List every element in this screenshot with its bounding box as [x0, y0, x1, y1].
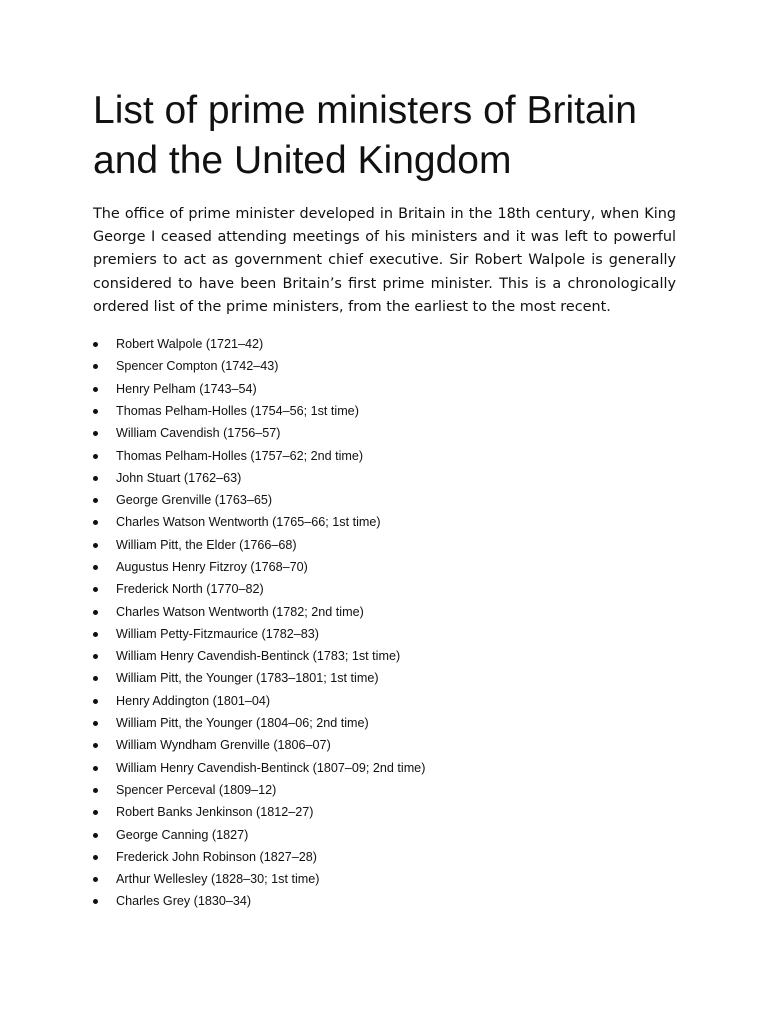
list-item: [93, 690, 676, 712]
list-item-text: Robert Banks Jenkinson (1812–27): [116, 805, 314, 820]
list-item-text: Charles Grey (1830–34): [116, 894, 252, 909]
list-item: [93, 601, 676, 623]
list-item-text: Frederick North (1770–82): [116, 582, 264, 597]
list-item: [93, 333, 676, 355]
list-item-text: William Henry Cavendish-Bentinck (1783; 1st time): [116, 649, 401, 664]
bullet-icon: [93, 721, 98, 726]
list-item: [93, 824, 676, 846]
list-item-text: Frederick John Robinson (1827–28): [116, 849, 317, 864]
list-item: [93, 868, 676, 890]
list-item-text: Arthur Wellesley (1828–30; 1st time): [116, 872, 320, 887]
list-item: [93, 890, 676, 912]
list-item-text: Henry Addington (1801–04): [116, 693, 271, 708]
bullet-icon: [93, 520, 98, 525]
list-item: [93, 422, 676, 444]
prime-ministers-list: [93, 333, 676, 913]
list-item-text: William Pitt, the Elder (1766–68): [116, 537, 297, 552]
list-item-text: George Canning (1827): [116, 827, 249, 842]
list-item-text: George Grenville (1763–65): [116, 493, 273, 508]
bullet-icon: [93, 454, 98, 459]
list-item: [93, 355, 676, 377]
bullet-icon: [93, 676, 98, 681]
bullet-icon: [93, 788, 98, 793]
list-item: [93, 645, 676, 667]
document-page: [93, 86, 676, 913]
bullet-icon: [93, 699, 98, 704]
bullet-icon: [93, 387, 98, 392]
bullet-icon: [93, 899, 98, 904]
list-item: [93, 801, 676, 823]
bullet-icon: [93, 810, 98, 815]
list-item: [93, 489, 676, 511]
list-item-text: John Stuart (1762–63): [116, 470, 242, 485]
list-item-text: Spencer Perceval (1809–12): [116, 782, 277, 797]
list-item: [93, 667, 676, 689]
list-item-text: Thomas Pelham-Holles (1757–62; 2nd time): [116, 448, 364, 463]
page-title: List of prime ministers of Britain and the United Kingdom: [93, 89, 638, 182]
list-item-text: Robert Walpole (1721–42): [116, 337, 264, 352]
bullet-icon: [93, 610, 98, 615]
list-item-text: William Pitt, the Younger (1804–06; 2nd time): [116, 716, 369, 731]
list-item: [93, 556, 676, 578]
list-item: [93, 623, 676, 645]
bullet-icon: [93, 654, 98, 659]
list-item: [93, 534, 676, 556]
bullet-icon: [93, 587, 98, 592]
list-item-text: Charles Watson Wentworth (1782; 2nd time): [116, 604, 364, 619]
list-item: [93, 846, 676, 868]
bullet-icon: [93, 543, 98, 548]
list-item-text: William Pitt, the Younger (1783–1801; 1st time): [116, 671, 379, 686]
list-item: [93, 445, 676, 467]
bullet-icon: [93, 364, 98, 369]
list-item: [93, 378, 676, 400]
intro-paragraph: The office of prime minister developed in Britain in the 18th century, when King George I ceased attending meetings of his ministers and it was left to powerful premiers to act as government chief executive. Sir Robert Walpole is generally considered to have been Britain’s first prime minister. This is a chronologically ordered list of the prime ministers, from the earliest to the most recent.: [93, 206, 676, 315]
bullet-icon: [93, 766, 98, 771]
bullet-icon: [93, 632, 98, 637]
list-item: [93, 779, 676, 801]
bullet-icon: [93, 877, 98, 882]
list-item: [93, 400, 676, 422]
bullet-icon: [93, 342, 98, 347]
list-item: [93, 757, 676, 779]
bullet-icon: [93, 743, 98, 748]
list-item: [93, 511, 676, 533]
bullet-icon: [93, 498, 98, 503]
bullet-icon: [93, 476, 98, 481]
list-item-text: Augustus Henry Fitzroy (1768–70): [116, 559, 308, 574]
list-item-text: Charles Watson Wentworth (1765–66; 1st time): [116, 515, 381, 530]
bullet-icon: [93, 855, 98, 860]
bullet-icon: [93, 565, 98, 570]
list-item-text: William Wyndham Grenville (1806–07): [116, 738, 331, 753]
list-item-text: William Henry Cavendish-Bentinck (1807–09; 2nd time): [116, 760, 426, 775]
list-item: [93, 578, 676, 600]
list-item-text: William Cavendish (1756–57): [116, 426, 281, 441]
list-item: [93, 734, 676, 756]
list-item-text: Henry Pelham (1743–54): [116, 381, 257, 396]
list-item-text: Spencer Compton (1742–43): [116, 359, 279, 374]
bullet-icon: [93, 409, 98, 414]
list-item: [93, 467, 676, 489]
list-item: [93, 712, 676, 734]
bullet-icon: [93, 833, 98, 838]
list-item-text: Thomas Pelham-Holles (1754–56; 1st time): [116, 403, 359, 418]
bullet-icon: [93, 431, 98, 436]
list-item-text: William Petty-Fitzmaurice (1782–83): [116, 626, 319, 641]
